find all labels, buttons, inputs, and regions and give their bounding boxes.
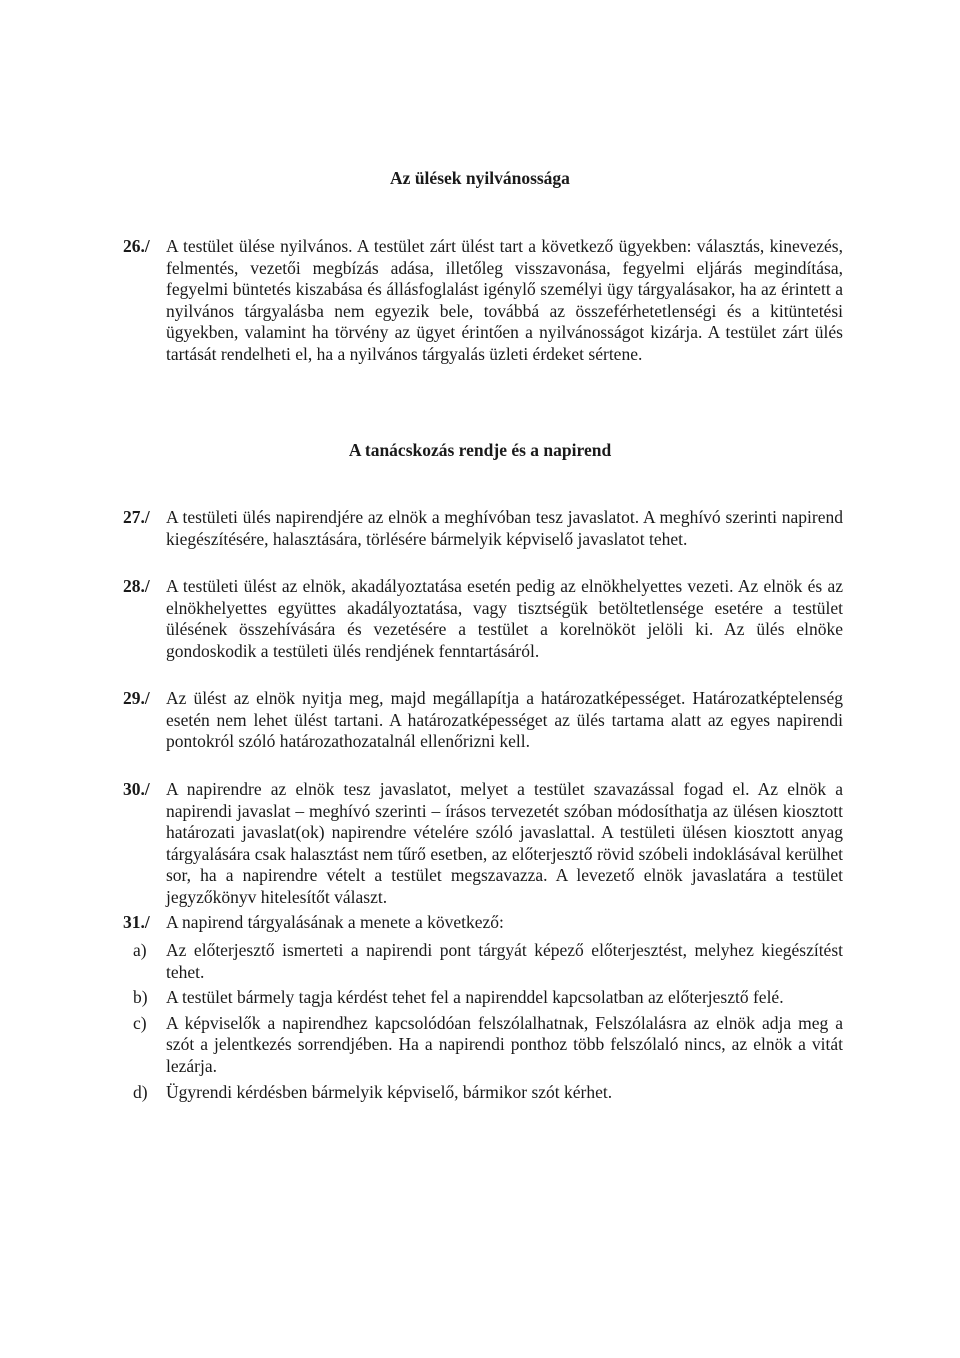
paragraph-31 [123, 912, 843, 934]
section-heading-meetings-public: Az ülések nyilvánossága [390, 168, 570, 188]
list-item-text: Az előterjesztő ismerteti a napirendi pont tárgyát képező előterjesztést, melyhez kiegészítést tehet. [166, 940, 843, 982]
paragraph-text: A testületi ülést az elnök, akadályoztatása esetén pedig az elnökhelyettes vezeti. Az elnök és az elnökhelyettes együttes akadályoztatása, vagy tisztségük betöltetlensége esetére a testület ülésének összehívására és vezetésére a testület a korelnököt jelöli ki. Az ülés elnöke gondoskodik a testületi ülés rendjének fenntartásáról. [166, 576, 843, 661]
paragraph-26 [123, 236, 843, 366]
list-item-letter: a) [133, 940, 147, 960]
paragraph-number: 28./ [123, 576, 150, 596]
paragraph-number: 27./ [123, 507, 150, 527]
section-heading-order-agenda: A tanácskozás rendje és a napirend [348, 440, 612, 460]
list-item [123, 1082, 843, 1104]
list-item-letter: b) [133, 987, 148, 1008]
agenda-procedure-list [123, 940, 843, 1107]
list-item [123, 1013, 843, 1078]
paragraph-number: 26./ [123, 236, 150, 256]
list-item [123, 987, 843, 1009]
paragraph-28 [123, 576, 843, 662]
list-item-text: Ügyrendi kérdésben bármelyik képviselő, bármikor szót kérhet. [166, 1081, 613, 1102]
paragraph-number: 31./ [123, 912, 150, 932]
list-item-letter: c) [133, 1012, 147, 1033]
paragraph-text: A napirendre az elnök tesz javaslatot, melyet a testület szavazással fogad el. Az elnök a napirendi javaslat – meghívó szerinti – írásos tervezetét szóban módosíthatja az ülésen kiosztott határozati javaslat(ok) napirendre vételére szóló javaslattal. A testületi ülésen kiosztott anyag tárgyalására csak halasztást nem tűrő esetben, az előterjesztő rövid szóbeli indoklásával kerülhet sor, ha a napirendre vételt a testület megszavazza. A levezető elnök javaslatára a testület jegyzőkönyv hitelesítőt választ. [166, 779, 843, 907]
paragraph-text: A testület ülése nyilvános. A testület zárt ülést tart a következő ügyekben: választás, kinevezés, felmentés, vezetői megbízás adása, illetőleg visszavonása, fegyelmi eljárás megindítása, fegyelmi büntetés kiszabása és állásfoglalást igénylő személyi ügy tárgyalásakor, ha az érintett a nyilvános tárgyalásba nem egyezik bele, továbbá az összeférhetetlenségi és a kitüntetési ügyekben, valamint ha törvény az ügyet érintően a nyilvánosságot kizárja. A testület zárt ülés tartását rendelheti el, ha a nyilvános tárgyalás üzleti érdeket sértene. [166, 236, 843, 364]
paragraph-29 [123, 688, 843, 753]
list-item-letter: d) [133, 1081, 148, 1102]
paragraph-number: 29./ [123, 688, 150, 708]
paragraph-text: A testületi ülés napirendjére az elnök a meghívóban tesz javaslatot. A meghívó szerinti napirend kiegészítésére, halasztására, törlésére bármelyik képviselő javaslatot tehet. [166, 507, 843, 549]
list-item-text: A testület bármely tagja kérdést tehet fel a napirenddel kapcsolatban az előterjesztő felé. [166, 987, 784, 1008]
paragraph-30 [123, 779, 843, 909]
paragraph-text: Az ülést az elnök nyitja meg, majd megállapítja a határozatképességet. Határozatképtelenség esetén nem lehet ülést tartani. A határozatképességet az ülés tartama alatt az egyes napirendi pontokról szóló határozathozatalnál ellenőrizni kell. [166, 688, 843, 752]
paragraph-text: A napirend tárgyalásának a menete a következő: [166, 912, 504, 932]
list-item [123, 940, 843, 983]
list-item-text: A képviselők a napirendhez kapcsolódóan felszólalhatnak, Felszólalásra az elnök adja meg a szót a jelentkezés sorrendjében. Ha a napirendi ponthoz több felszólaló nincs, az elnök a vitát lezárja. [166, 1012, 843, 1076]
paragraph-number: 30./ [123, 779, 150, 799]
paragraph-27 [123, 507, 843, 550]
